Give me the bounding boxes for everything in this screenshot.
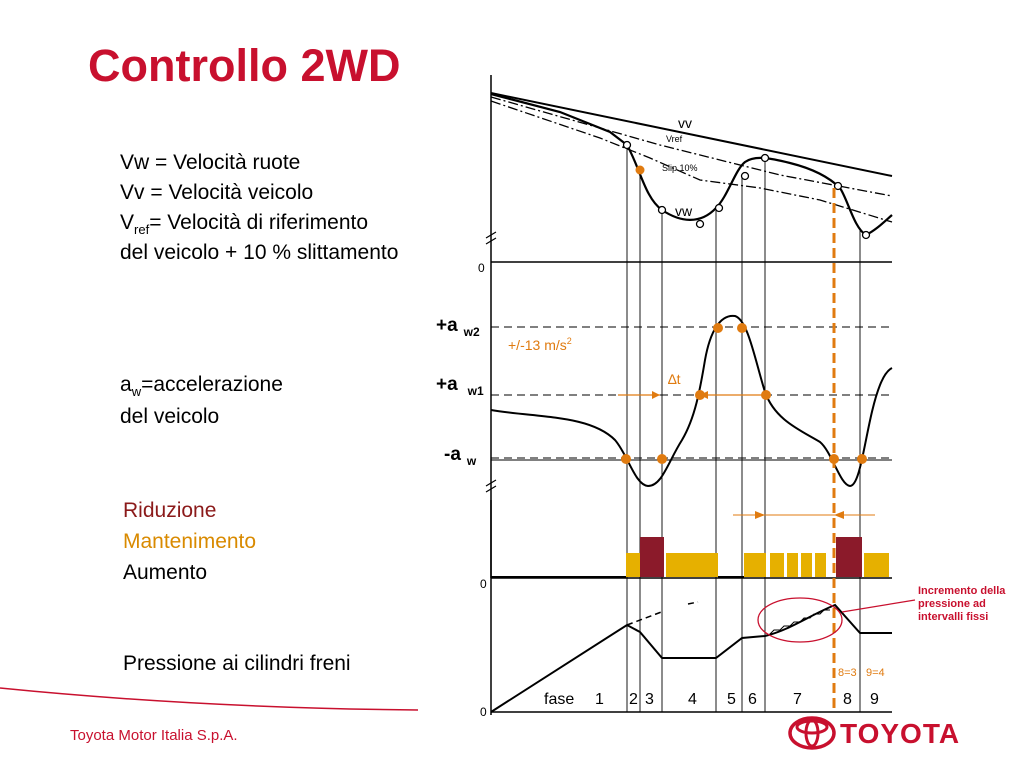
legend-vref: $V_{ref}=$ Velocità di riferimento: [120, 211, 369, 237]
phase-labels: [544, 691, 879, 708]
footer-swoosh: [0, 688, 418, 710]
phase-word: fase: [544, 691, 575, 708]
vref-label: Vref: [666, 134, 683, 144]
legend-vref-line2: del veicolo + 10 % slittamento: [120, 241, 399, 264]
phase-8: 8: [843, 691, 852, 708]
pressure-steps: [770, 610, 830, 634]
phase-7: 7: [793, 691, 802, 708]
mode-riduzione: Riduzione: [123, 499, 217, 522]
aw1-label: +a $_{w1}$: [436, 374, 484, 398]
acceleration-markers: [621, 323, 867, 464]
awn-label: -a $_w$: [444, 444, 477, 468]
zero-label-1: 0: [478, 261, 485, 275]
interval-arrowhead-1: [755, 511, 765, 519]
legend-vw: Vw = Velocità ruote: [120, 151, 301, 174]
legend-vv: Vv = Velocità veicolo: [120, 181, 314, 204]
annotation-text: Incremento della pressione ad intervalli fissi: [918, 585, 1006, 623]
velocity-marker: [636, 166, 645, 175]
pressure-highlight: [758, 598, 842, 642]
phase-2: 2: [629, 691, 638, 708]
brand-wordmark: TOYOTA: [840, 718, 961, 749]
phase-5: 5: [727, 691, 736, 708]
slip-label: Slip 10%: [662, 163, 698, 173]
phase-3: 3: [645, 691, 654, 708]
pressure-dashed-2: [688, 602, 698, 604]
annotation-pointer: [842, 600, 915, 612]
delta-t-label: ∆t: [668, 371, 681, 387]
phase-6: 6: [748, 691, 757, 708]
vw-label: vw: [675, 203, 693, 219]
control-signal: [491, 537, 889, 577]
vv-label: vv: [678, 115, 692, 131]
mode-aumento: Aumento: [123, 561, 208, 584]
footer-company: Toyota Motor Italia S.p.A.: [70, 727, 238, 744]
aw2-label: +a $_{w2}$: [436, 315, 480, 339]
dt-arrowhead-1: [652, 391, 660, 399]
slide-title: Controllo 2WD: [88, 40, 401, 91]
phase-1: 1: [595, 691, 604, 708]
phase-note-1: 8=3: [838, 667, 857, 679]
acceleration-legend: $a_w=accelerazione$ del veicolo: [120, 373, 283, 428]
toyota-logo-icon: [788, 716, 836, 750]
zero-label-3: 0: [480, 705, 487, 719]
mode-mantenimento: Mantenimento: [123, 530, 257, 553]
phase-note-2: 9=4: [866, 667, 885, 679]
phase-9: 9: [870, 691, 879, 708]
pressure-label: Pressione ai cilindri freni: [123, 652, 351, 675]
phase-lines: [627, 145, 860, 712]
phase-4: 4: [688, 691, 697, 708]
zero-label-2: 0: [480, 577, 487, 591]
threshold-label: +/-13 $m/s^2$: [508, 336, 572, 353]
pressure-dashed: [627, 611, 664, 625]
